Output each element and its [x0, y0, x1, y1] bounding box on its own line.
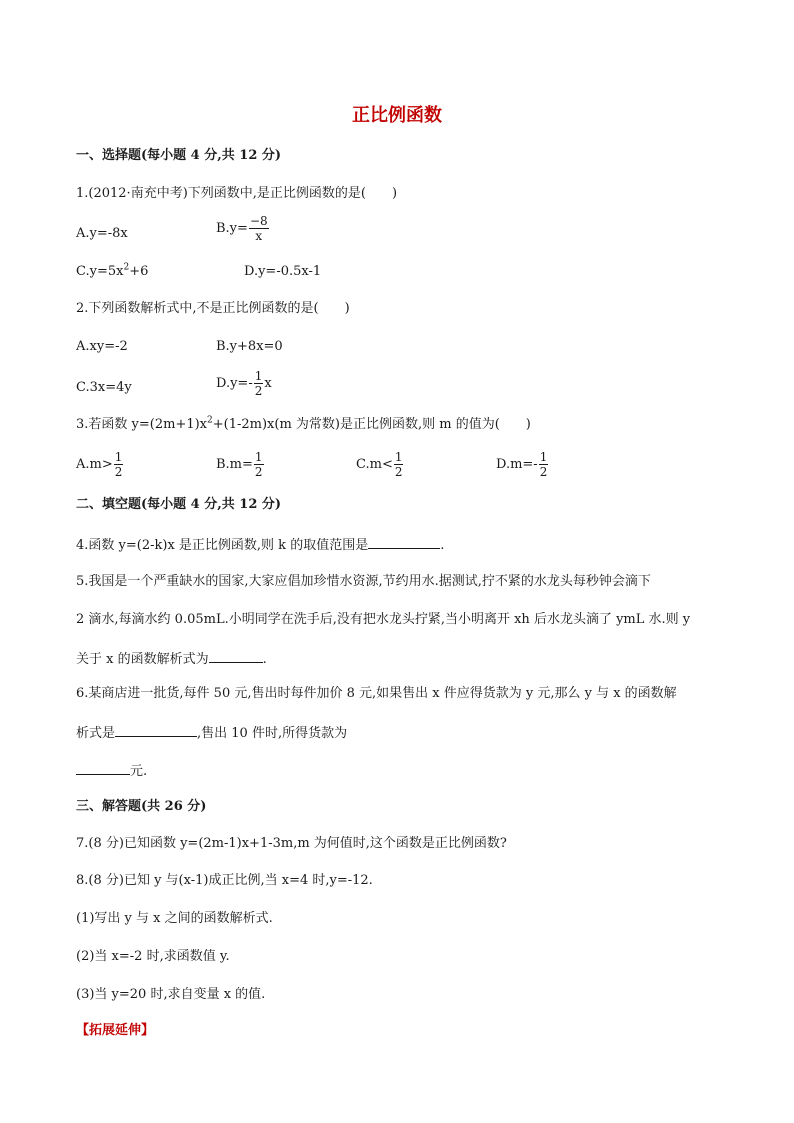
question-5-line-3: [76, 650, 267, 668]
answer-blank[interactable]: [115, 724, 197, 737]
question-4-text: 4.函数 y=(2-k)x 是正比例函数,则 k 的取值范围是: [76, 538, 369, 553]
fraction-denominator: 2: [394, 465, 403, 479]
question-2-option-b: B.y+8x=0: [216, 339, 283, 354]
question-2-option-a: A.xy=-2: [76, 339, 128, 354]
option-d-label: D.m=-: [496, 457, 538, 472]
question-2-option-c: C.3x=4y: [76, 380, 132, 395]
exponent: 2: [207, 415, 213, 426]
question-5-line-2: 2 滴水,每滴水约 0.05mL.小明同学在洗手后,没有把水龙头拧紧,当小明离开 xh 后水龙头滴了 ymL 水.则 y: [76, 612, 691, 627]
section-choice-heading: 一、选择题(每小题 4 分,共 12 分): [76, 148, 282, 163]
fraction-denominator: 2: [114, 465, 123, 479]
question-4: [76, 536, 444, 554]
option-c-suffix: +6: [129, 264, 149, 279]
question-1-option-c: [76, 264, 148, 280]
fraction: [254, 369, 264, 398]
section-fill-heading: 二、填空题(每小题 4 分,共 12 分): [76, 497, 282, 512]
fraction-denominator: 2: [539, 465, 548, 479]
question-1-option-b: [216, 214, 270, 243]
question-8-part-2: (2)当 x=-2 时,求函数值 y.: [76, 949, 230, 964]
fraction: [114, 450, 124, 479]
fraction: [539, 450, 549, 479]
question-6-text: 元.: [130, 764, 148, 779]
question-6-line-1: 6.某商店进一批货,每件 50 元,售出时每件加价 8 元,如果售出 x 件应得货款为 y 元,那么 y 与 x 的函数解: [76, 686, 677, 701]
stem-part: +(1-2m)x(m 为常数)是正比例函数,则 m 的值为( ): [212, 417, 531, 432]
option-d-suffix: x: [264, 376, 272, 391]
exponent: 2: [123, 262, 130, 273]
fraction: [249, 214, 269, 243]
question-1-option-d: D.y=-0.5x-1: [244, 264, 322, 279]
option-c-label: C.m<: [356, 457, 393, 472]
question-2-option-d: [216, 369, 272, 398]
question-3-option-b: [216, 450, 265, 479]
question-3-option-d: [496, 450, 549, 479]
answer-blank[interactable]: [209, 650, 263, 663]
question-5-line-1: 5.我国是一个严重缺水的国家,大家应倡加珍惜水资源,节约用水.据测试,拧不紧的水龙头每秒钟会滴下: [76, 574, 651, 589]
fraction-numerator: 1: [254, 450, 263, 464]
question-3-option-c: [356, 450, 404, 479]
question-1-option-a: A.y=-8x: [76, 226, 128, 241]
option-b-label: B.m=: [216, 457, 253, 472]
stem-part: 3.若函数 y=(2m+1)x: [76, 417, 208, 432]
question-6-line-2: [76, 724, 347, 742]
question-7: 7.(8 分)已知函数 y=(2m-1)x+1-3m,m 为何值时,这个函数是正比例函数?: [76, 836, 507, 851]
question-6-text: 析式是: [76, 726, 116, 741]
fraction: [394, 450, 404, 479]
section-answer-heading: 三、解答题(共 26 分): [76, 799, 207, 814]
fraction-numerator: 1: [539, 450, 548, 464]
option-d-label: D.y=-: [216, 376, 253, 391]
fraction-denominator: 2: [254, 384, 263, 398]
question-3-stem: [76, 417, 531, 433]
fraction-numerator: −8: [249, 214, 268, 228]
question-6-line-3: [76, 762, 147, 780]
question-2-stem: 2.下列函数解析式中,不是正比例函数的是( ): [76, 301, 350, 316]
page-title: 正比例函数: [352, 105, 442, 126]
option-b-label: B.y=: [216, 221, 248, 236]
question-8-part-3: (3)当 y=20 时,求自变量 x 的值.: [76, 987, 266, 1002]
period: .: [440, 538, 445, 553]
fraction-numerator: 1: [394, 450, 403, 464]
option-a-label: A.m>: [76, 457, 113, 472]
extension-heading: 【拓展延伸】: [76, 1023, 155, 1038]
fraction-numerator: 1: [114, 450, 123, 464]
period: .: [262, 652, 267, 667]
answer-blank[interactable]: [368, 536, 440, 549]
question-8-part-1: (1)写出 y 与 x 之间的函数解析式.: [76, 911, 273, 926]
fraction-numerator: 1: [254, 369, 263, 383]
answer-blank[interactable]: [76, 762, 130, 775]
fraction: [254, 450, 264, 479]
question-8-stem: 8.(8 分)已知 y 与(x-1)成正比例,当 x=4 时,y=-12.: [76, 873, 373, 888]
question-6-text: ,售出 10 件时,所得货款为: [197, 726, 348, 741]
fraction-denominator: x: [255, 229, 263, 243]
question-1-stem: 1.(2012·南充中考)下列函数中,是正比例函数的是( ): [76, 186, 398, 201]
option-c-label: C.y=5x: [76, 264, 124, 279]
question-3-option-a: [76, 450, 124, 479]
question-5-text: 关于 x 的函数解析式为: [76, 652, 209, 667]
fraction-denominator: 2: [254, 465, 263, 479]
